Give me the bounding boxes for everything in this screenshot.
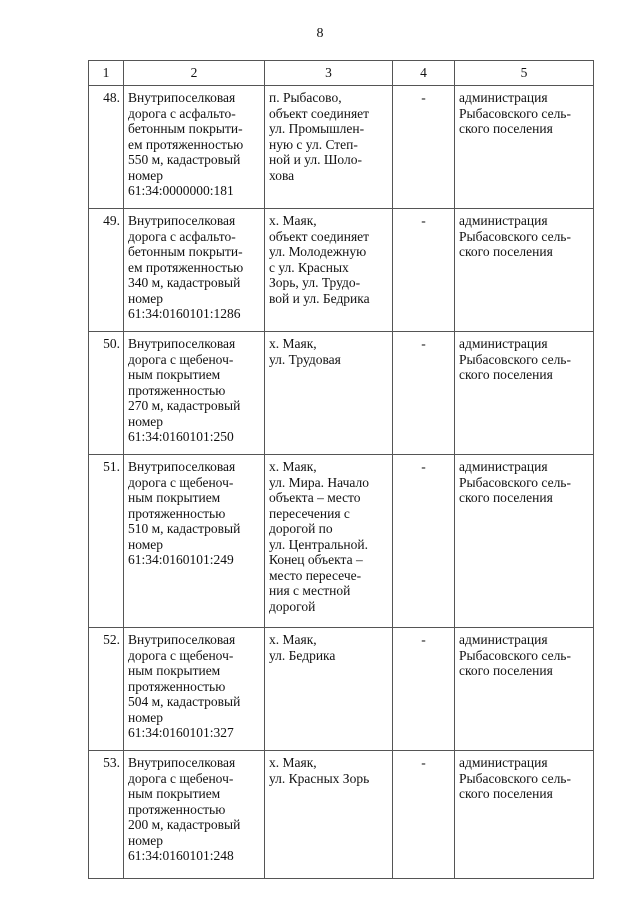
cell-line: Рыбасовского сель- [459,474,571,490]
cell-line: ского поселения [459,121,553,136]
cell-line: дорога с асфальто- [128,105,236,121]
cell-line: х. Маяк, [269,632,317,647]
cell-line: ем протяженностью [128,136,244,152]
page-number: 8 [316,26,324,41]
cell-line: ского поселения [459,244,553,259]
cell-line: протяженностью [128,678,226,694]
cell-line: Внутрипоселковая [128,459,236,474]
cell-line: номер [128,290,164,306]
cell-line: Внутрипоселковая [128,90,236,105]
cell-line: 61:34:0160101:327 [128,725,234,740]
cell-line: ной и ул. Шоло- [269,152,362,167]
header-col-1: 1 [89,61,124,86]
cell-line: ным покрытием [128,367,221,382]
cell-line: дорога с асфальто- [128,228,236,244]
cell-line: 61:34:0160101:248 [128,848,234,863]
object-location-cell [265,332,393,455]
cell-line: место пересече- [269,567,362,583]
object-name-cell [124,332,265,455]
cell-line: Внутрипоселковая [128,632,236,647]
object-name-cell [124,86,265,209]
cell-line: Рыбасовского сель- [459,770,571,786]
row-number: 51. [89,455,124,628]
object-name-cell [124,628,265,751]
cell-line: Зорь, ул. Трудо- [269,275,361,290]
table-body [89,86,594,879]
object-location-cell [265,86,393,209]
owner-cell [455,455,594,628]
cell-line: ным покрытием [128,786,221,801]
header-col-4: 4 [393,61,455,86]
column-4-cell: - [393,209,455,332]
cell-line: Рыбасовского сель- [459,228,571,244]
cell-line: п. Рыбасово, [269,90,342,105]
cell-line: дорога с щебеноч- [128,647,234,663]
cell-line: 61:34:0160101:250 [128,429,234,444]
header-col-3: 3 [265,61,393,86]
cell-line: ул. Бедрика [269,647,336,663]
cell-line: протяженностью [128,382,226,398]
cell-line: номер [128,709,164,725]
header-row [89,61,594,86]
object-location-cell [265,628,393,751]
road-registry-table [88,60,594,879]
row-number: 50. [89,332,124,455]
table-row [89,332,594,455]
table-row [89,751,594,879]
cell-line: вой и ул. Бедрика [269,290,370,306]
cell-line: х. Маяк, [269,755,317,770]
cell-line: номер [128,536,164,552]
cell-line: объект соединяет [269,105,370,121]
cell-line: протяженностью [128,505,226,521]
cell-line: объект соединяет [269,228,370,244]
object-location-cell [265,751,393,879]
cell-line: пересечения с [269,505,350,521]
cell-line: ского поселения [459,786,553,801]
cell-line: Конец объекта – [269,552,363,567]
cell-line: номер [128,832,164,848]
cell-line: Рыбасовского сель- [459,105,571,121]
owner-cell [455,628,594,751]
cell-line: 61:34:0160101:1286 [128,306,241,321]
cell-line: ул. Молодежную [269,244,367,259]
cell-line: администрация [459,90,548,105]
row-number: 53. [89,751,124,879]
table-row [89,455,594,628]
cell-line: ул. Мира. Начало [269,474,369,490]
cell-line: 504 м, кадастровый [128,694,241,709]
cell-line: 200 м, кадастровый [128,817,241,832]
cell-line: дорога с щебеноч- [128,770,234,786]
cell-line: администрация [459,459,548,474]
cell-line: администрация [459,336,548,351]
cell-line: бетонным покрыти- [128,244,243,259]
column-4-cell: - [393,751,455,879]
cell-line: ул. Промышлен- [269,121,365,136]
owner-cell [455,751,594,879]
cell-line: х. Маяк, [269,213,317,228]
cell-line: 61:34:0000000:181 [128,183,234,198]
cell-line: 340 м, кадастровый [128,275,241,290]
cell-line: 510 м, кадастровый [128,521,241,536]
cell-line: администрация [459,632,548,647]
cell-line: ул. Красных Зорь [269,770,370,786]
cell-line: номер [128,413,164,429]
cell-line: хова [269,167,295,183]
cell-line: объекта – место [269,490,361,505]
cell-line: ную с ул. Степ- [269,136,358,152]
cell-line: номер [128,167,164,183]
header-col-5: 5 [455,61,594,86]
object-name-cell [124,455,265,628]
cell-line: ул. Центральной. [269,536,369,552]
cell-line: дорога с щебеноч- [128,351,234,367]
cell-line: с ул. Красных [269,259,349,275]
column-4-cell: - [393,332,455,455]
cell-line: х. Маяк, [269,459,317,474]
cell-line: дорогой по [269,521,333,536]
cell-line: дорогой [269,598,316,614]
cell-line: Рыбасовского сель- [459,647,571,663]
cell-line: 270 м, кадастровый [128,398,241,413]
cell-line: администрация [459,213,548,228]
column-4-cell: - [393,628,455,751]
cell-line: ем протяженностью [128,259,244,275]
owner-cell [455,332,594,455]
cell-line: Внутрипоселковая [128,755,236,770]
row-number: 52. [89,628,124,751]
cell-line: ского поселения [459,663,553,678]
cell-line: ского поселения [459,367,553,382]
cell-line: ным покрытием [128,663,221,678]
object-location-cell [265,455,393,628]
cell-line: Рыбасовского сель- [459,351,571,367]
cell-line: ул. Трудовая [269,351,341,367]
header-col-2: 2 [124,61,265,86]
cell-line: Внутрипоселковая [128,213,236,228]
cell-line: 550 м, кадастровый [128,152,241,167]
column-4-cell: - [393,86,455,209]
cell-line: дорога с щебеноч- [128,474,234,490]
cell-line: администрация [459,755,548,770]
cell-line: 61:34:0160101:249 [128,552,234,567]
row-number: 49. [89,209,124,332]
cell-line: ского поселения [459,490,553,505]
owner-cell [455,86,594,209]
object-location-cell [265,209,393,332]
table-row [89,628,594,751]
cell-line: ным покрытием [128,490,221,505]
object-name-cell [124,751,265,879]
column-4-cell: - [393,455,455,628]
owner-cell [455,209,594,332]
object-name-cell [124,209,265,332]
table-row [89,209,594,332]
cell-line: бетонным покрыти- [128,121,243,136]
cell-line: ния с местной [269,583,351,598]
cell-line: протяженностью [128,801,226,817]
cell-line: Внутрипоселковая [128,336,236,351]
cell-line: х. Маяк, [269,336,317,351]
row-number: 48. [89,86,124,209]
table-row [89,86,594,209]
